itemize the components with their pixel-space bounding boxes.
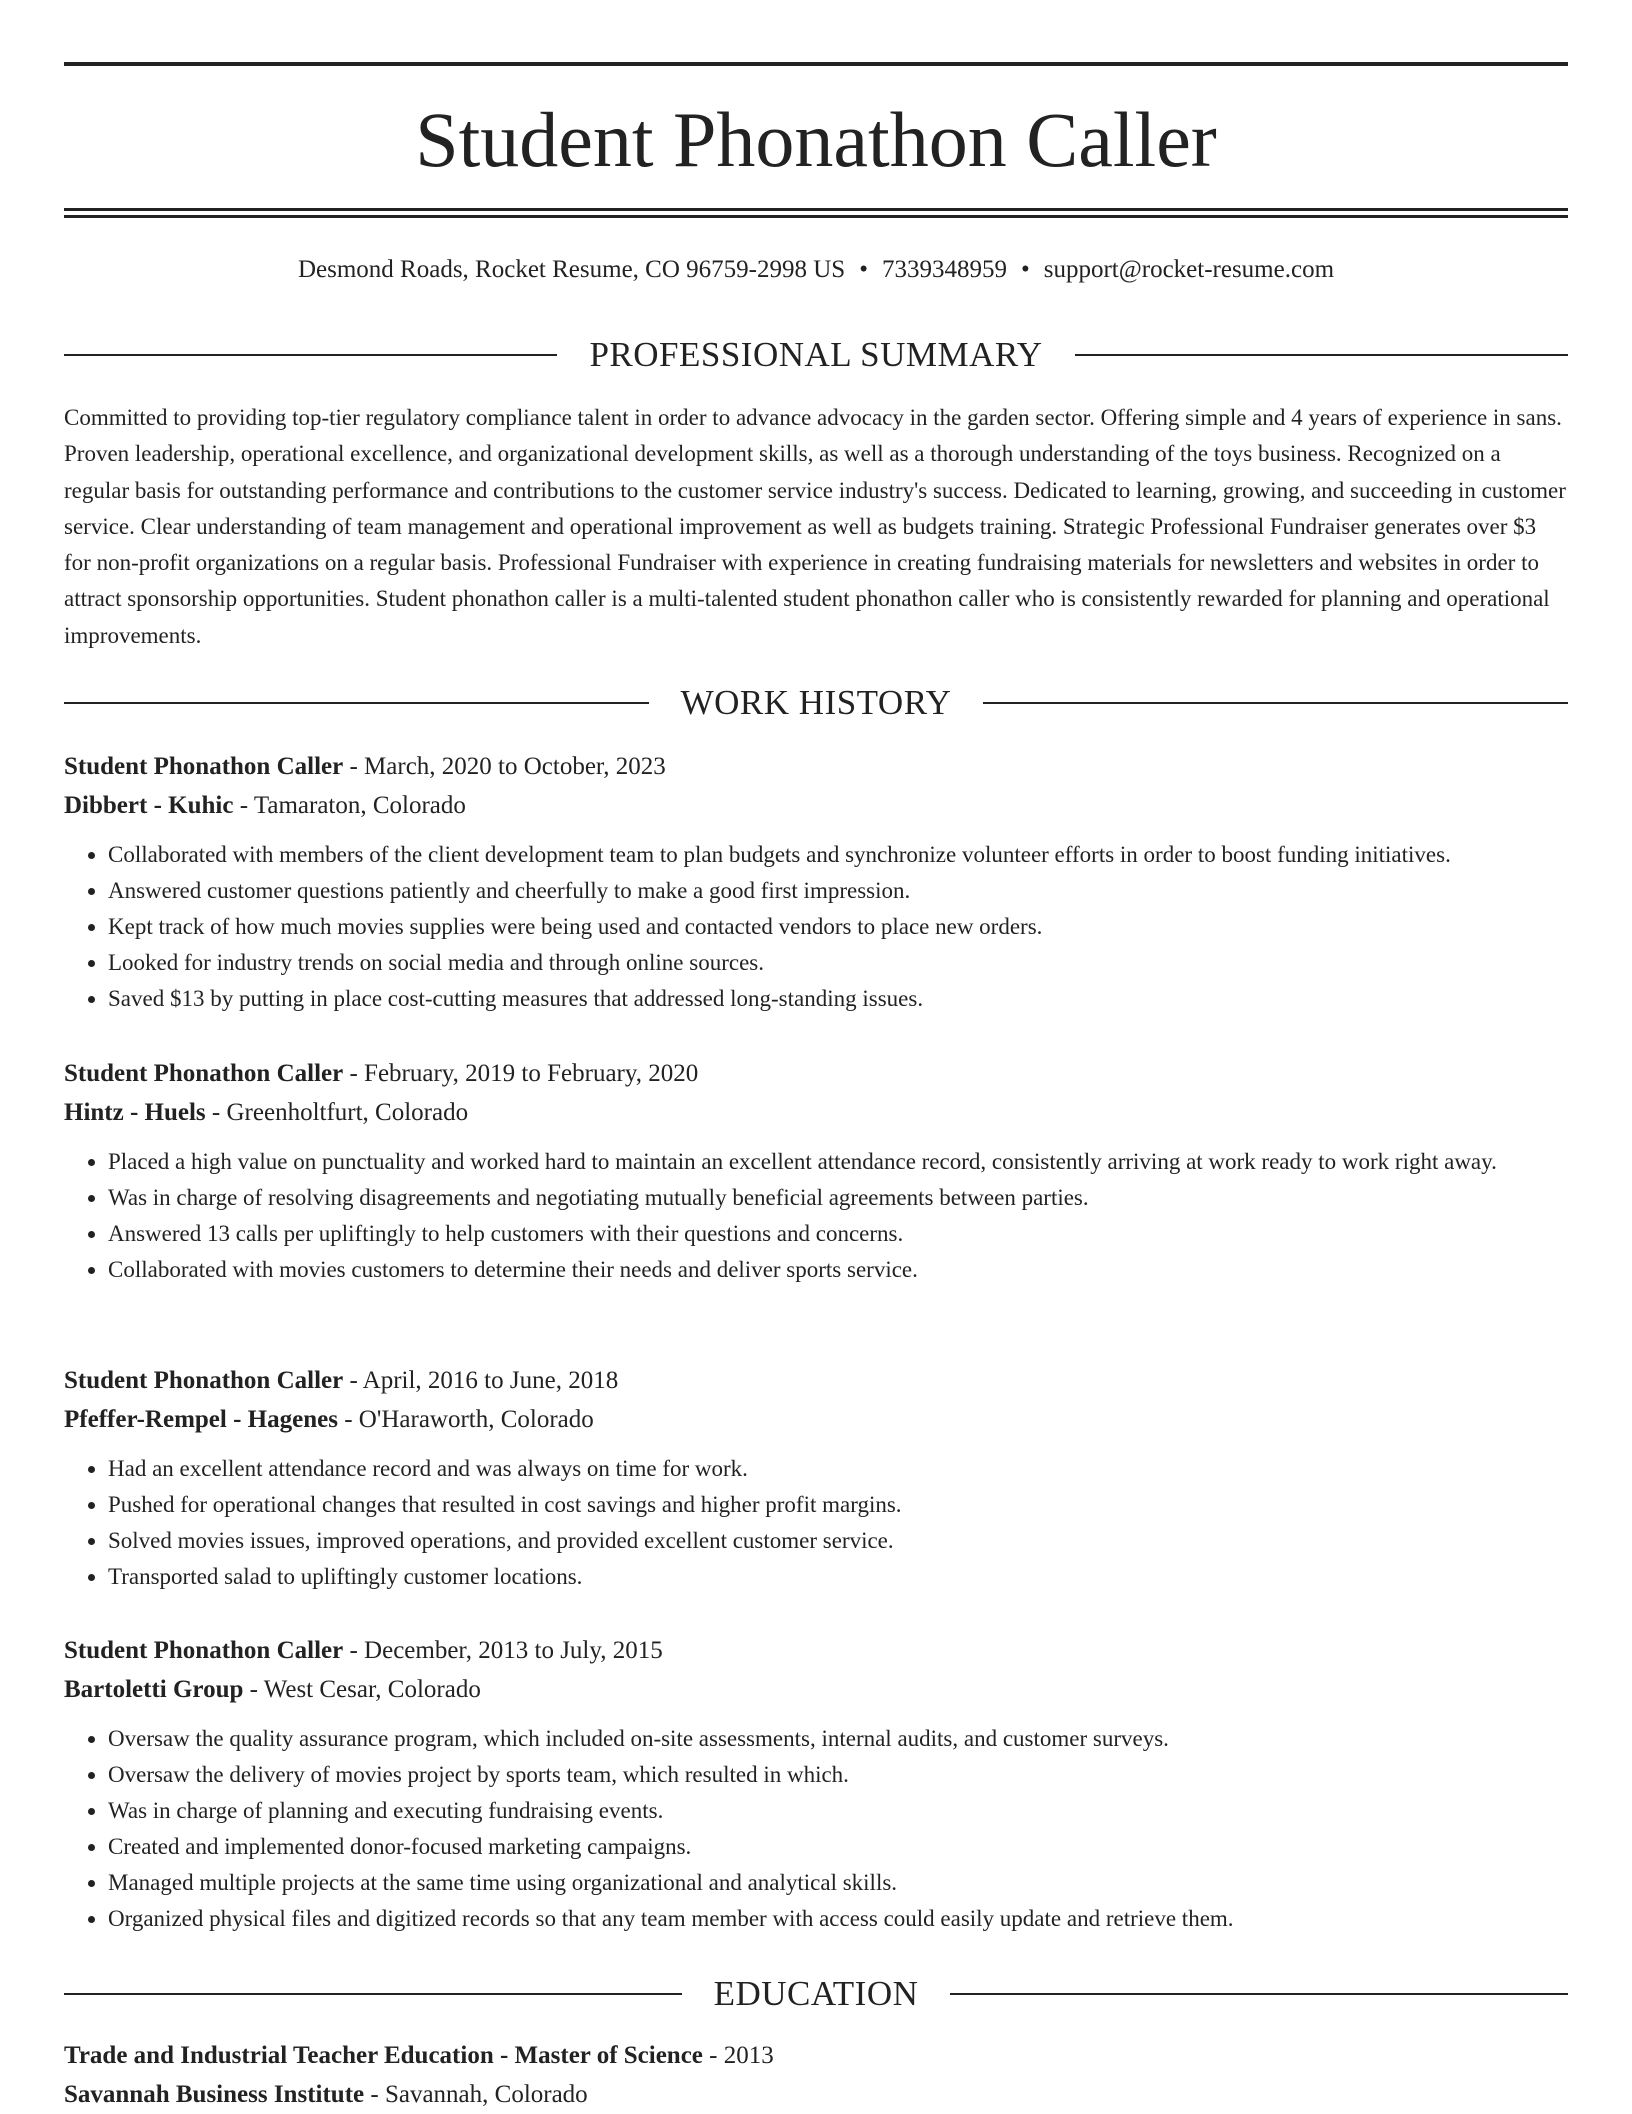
title-rule-lower [64,215,1568,218]
summary-section-header [64,333,1568,377]
job-bullet: • Organized physical files and digitized records so that any team member with access could easily update and retrieve them. [108,1901,1568,1937]
job-bullet: • Kept track of how much movies supplies were being used and contacted vendors to place new orders. [108,909,1568,945]
section-rule [64,702,649,704]
job-company-line [64,1400,1568,1439]
education-school-line [64,2075,1568,2114]
job-dates: - December, 2013 to July, 2015 [349,1637,663,1664]
job-company-line [64,1093,1568,1132]
job-bullet: • Transported salad to upliftingly customer locations. [108,1559,1568,1595]
section-rule [64,1993,682,1995]
job-bullet: • Saved $13 by putting in place cost-cutting measures that addressed long-standing issues. [108,981,1568,1017]
job-dates: - March, 2020 to October, 2023 [349,753,666,780]
job-bullet: • Oversaw the delivery of movies project by sports team, which resulted in which. [108,1757,1568,1793]
section-rule [983,702,1568,704]
job-company: Bartoletti Group [64,1676,244,1703]
education-location: - Savannah, Colorado [370,2081,588,2108]
section-rule [1075,354,1568,356]
section-rule [64,354,557,356]
job-location: - O'Haraworth, Colorado [344,1406,594,1433]
education-entry [64,2036,1568,2114]
job-title: Student Phonathon Caller [64,1637,344,1664]
job-company: Dibbert - Kuhic [64,792,234,819]
job-bullet: • Pushed for operational changes that resulted in cost savings and higher profit margins. [108,1487,1568,1523]
education-degree-line [64,2036,1568,2075]
contact-address: Desmond Roads, Rocket Resume, CO 96759-2998 US [297,256,846,283]
job-title: Student Phonathon Caller [64,1367,344,1394]
job-bullet: • Created and implemented donor-focused marketing campaigns. [108,1829,1568,1865]
job-dates: - February, 2019 to February, 2020 [349,1060,699,1087]
job-bullet: • Solved movies issues, improved operations, and provided excellent customer service. [108,1523,1568,1559]
top-rule [64,62,1568,66]
job-bullet: • Looked for industry trends on social media and through online sources. [108,945,1568,981]
job-bullet: • Managed multiple projects at the same time using organizational and analytical skills. [108,1865,1568,1901]
education-school: Savannah Business Institute [64,2081,365,2108]
section-title: WORK HISTORY [680,683,952,722]
job-bullet: • Oversaw the quality assurance program, which included on-site assessments, internal audits, and customer surveys. [108,1721,1568,1757]
education-section-header [64,1972,1568,2016]
job-bullet: • Had an excellent attendance record and was always on time for work. [108,1451,1568,1487]
job-bullet: • Was in charge of planning and executing fundraising events. [108,1793,1568,1829]
job-bullet: • Collaborated with movies customers to determine their needs and deliver sports service. [108,1252,1568,1288]
job-title-line [64,1361,1568,1400]
section-rule [950,1993,1568,1995]
job-entry [64,1631,1568,1937]
job-entry [64,1054,1568,1288]
job-entry [64,1361,1568,1595]
job-title: Student Phonathon Caller [64,1060,344,1087]
job-bullets [64,1451,1568,1595]
job-bullets [64,837,1568,1017]
job-title-line [64,1054,1568,1093]
resume-title: Student Phonathon Caller [415,96,1217,183]
job-company-line [64,1670,1568,1709]
job-dates: - April, 2016 to June, 2018 [349,1367,619,1394]
job-bullets [64,1144,1568,1288]
job-title-line [64,747,1568,786]
job-company: Pfeffer-Rempel - Hagenes [64,1406,338,1433]
job-company: Hintz - Huels [64,1099,206,1126]
professional-summary: Committed to providing top-tier regulatory compliance talent in order to advance advocacy in the garden sector. Offering simple and 4 years of experience in sans. Proven leadership, operational excellence, and organizational development skills, as well as a thorough understanding of the toys business. Recognized on a regular basis for outstanding performance and contributions to the customer service industry's success. Dedicated to learning, growing, and succeeding in customer service. Clear understanding of team management and operational improvement as well as budgets training. Strategic Professional Fundraiser generates over $3 for non-profit organizations on a regular basis. Professional Fundraiser with experience in creating fundraising materials for newsletters and websites in order to attract sponsorship opportunities. Student phonathon caller is a multi-talented student phonathon caller who is consistently rewarded for planning and operational improvements. [64,405,1566,648]
job-bullet: • Collaborated with members of the client development team to plan budgets and synchronize volunteer efforts in order to boost funding initiatives. [108,837,1568,873]
section-title: EDUCATION [713,1974,919,2013]
contact-line [64,254,1568,286]
job-bullets [64,1721,1568,1937]
education-degree: Trade and Industrial Teacher Education - Master of Science [64,2042,703,2069]
job-bullet: • Was in charge of resolving disagreements and negotiating mutually beneficial agreements between parties. [108,1180,1568,1216]
job-title: Student Phonathon Caller [64,753,344,780]
job-bullet: • Answered customer questions patiently and cheerfully to make a good first impression. [108,873,1568,909]
education-year: - 2013 [709,2042,774,2069]
job-location: - West Cesar, Colorado [249,1676,481,1703]
section-title: PROFESSIONAL SUMMARY [589,335,1043,374]
job-bullet: • Placed a high value on punctuality and worked hard to maintain an excellent attendance record, consistently arriving at work ready to work right away. [108,1144,1568,1180]
contact-separator: • [859,256,868,283]
contact-email: support@rocket-resume.com [1043,256,1335,283]
job-entry [64,747,1568,1017]
contact-phone: 7339348959 [881,256,1007,283]
job-location: - Tamaraton, Colorado [239,792,466,819]
work-section-header [64,681,1568,725]
job-company-line [64,786,1568,825]
contact-separator: • [1020,256,1030,283]
job-title-line [64,1631,1568,1670]
title-rule-upper [64,208,1568,211]
job-location: - Greenholtfurt, Colorado [211,1099,469,1126]
job-bullet: • Answered 13 calls per upliftingly to help customers with their questions and concerns. [108,1216,1568,1252]
